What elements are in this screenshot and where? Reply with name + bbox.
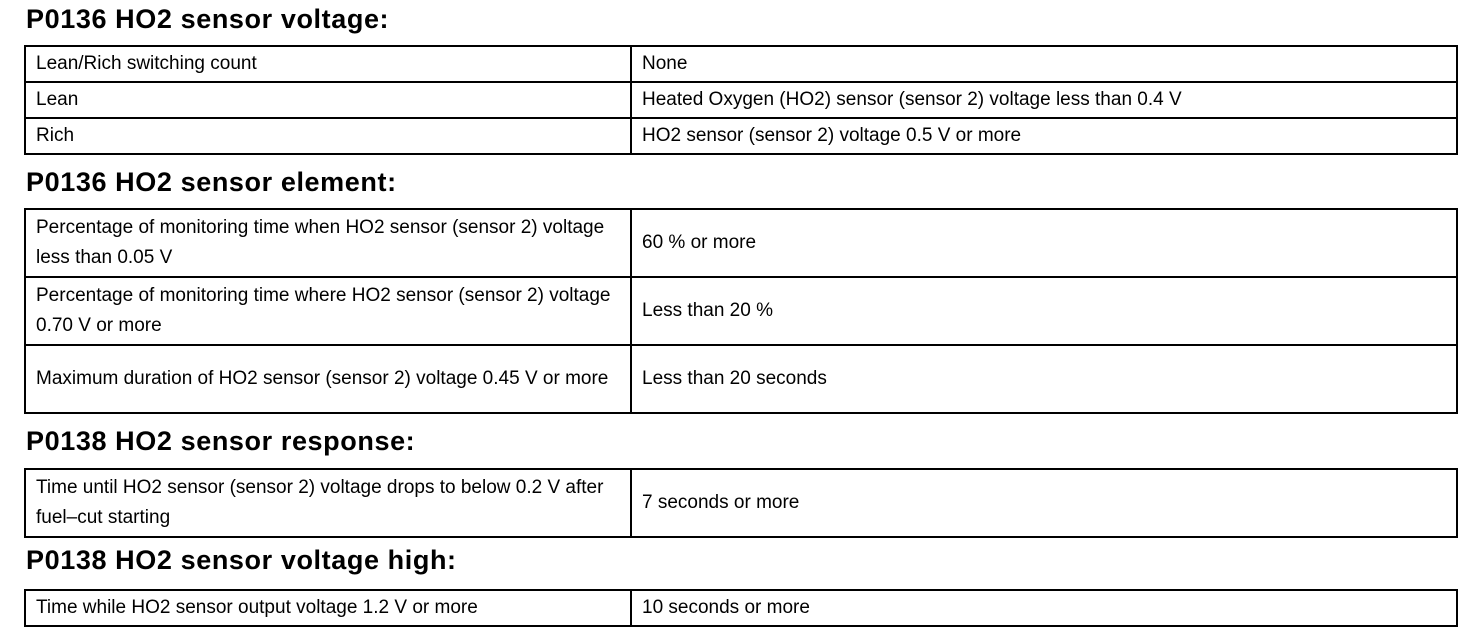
condition-value: Heated Oxygen (HO2) sensor (sensor 2) voltage less than 0.4 V [631,82,1457,118]
section-p0138-response [24,425,415,457]
table-row [25,469,1457,537]
section-title: P0136 HO2 sensor voltage: [26,4,390,34]
table-row [25,46,1457,82]
condition-label: Time while HO2 sensor output voltage 1.2 V or more [25,590,631,626]
section-p0138-voltage-high [24,544,457,576]
table-row [25,345,1457,413]
condition-value: 10 seconds or more [631,590,1457,626]
condition-label: Percentage of monitoring time when HO2 sensor (sensor 2) voltage less than 0.05 V [25,209,631,277]
condition-label: Lean [25,82,631,118]
spec-table-p0136-voltage [24,45,1458,155]
spec-table-p0138-response [24,468,1458,538]
condition-value: 60 % or more [631,209,1457,277]
condition-value: HO2 sensor (sensor 2) voltage 0.5 V or more [631,118,1457,154]
condition-value: Less than 20 seconds [631,345,1457,413]
table-row [25,590,1457,626]
section-title: P0138 HO2 sensor response: [26,426,416,456]
condition-label: Time until HO2 sensor (sensor 2) voltage drops to below 0.2 V after fuel–cut starting [25,469,631,537]
table-row [25,82,1457,118]
spec-table-p0138-voltage-high [24,589,1458,627]
spec-table-p0136-element [24,208,1458,414]
table-row [25,118,1457,154]
section-title: P0138 HO2 sensor voltage high: [26,545,457,575]
table-row [25,209,1457,277]
condition-value: Less than 20 % [631,277,1457,345]
condition-label: Maximum duration of HO2 sensor (sensor 2) voltage 0.45 V or more [25,345,631,413]
condition-label: Rich [25,118,631,154]
condition-label: Lean/Rich switching count [25,46,631,82]
section-p0136-voltage [24,3,389,35]
section-title: P0136 HO2 sensor element: [26,167,397,197]
condition-value: 7 seconds or more [631,469,1457,537]
condition-value: None [631,46,1457,82]
table-row [25,277,1457,345]
condition-label: Percentage of monitoring time where HO2 sensor (sensor 2) voltage 0.70 V or more [25,277,631,345]
section-p0136-element [24,166,397,198]
